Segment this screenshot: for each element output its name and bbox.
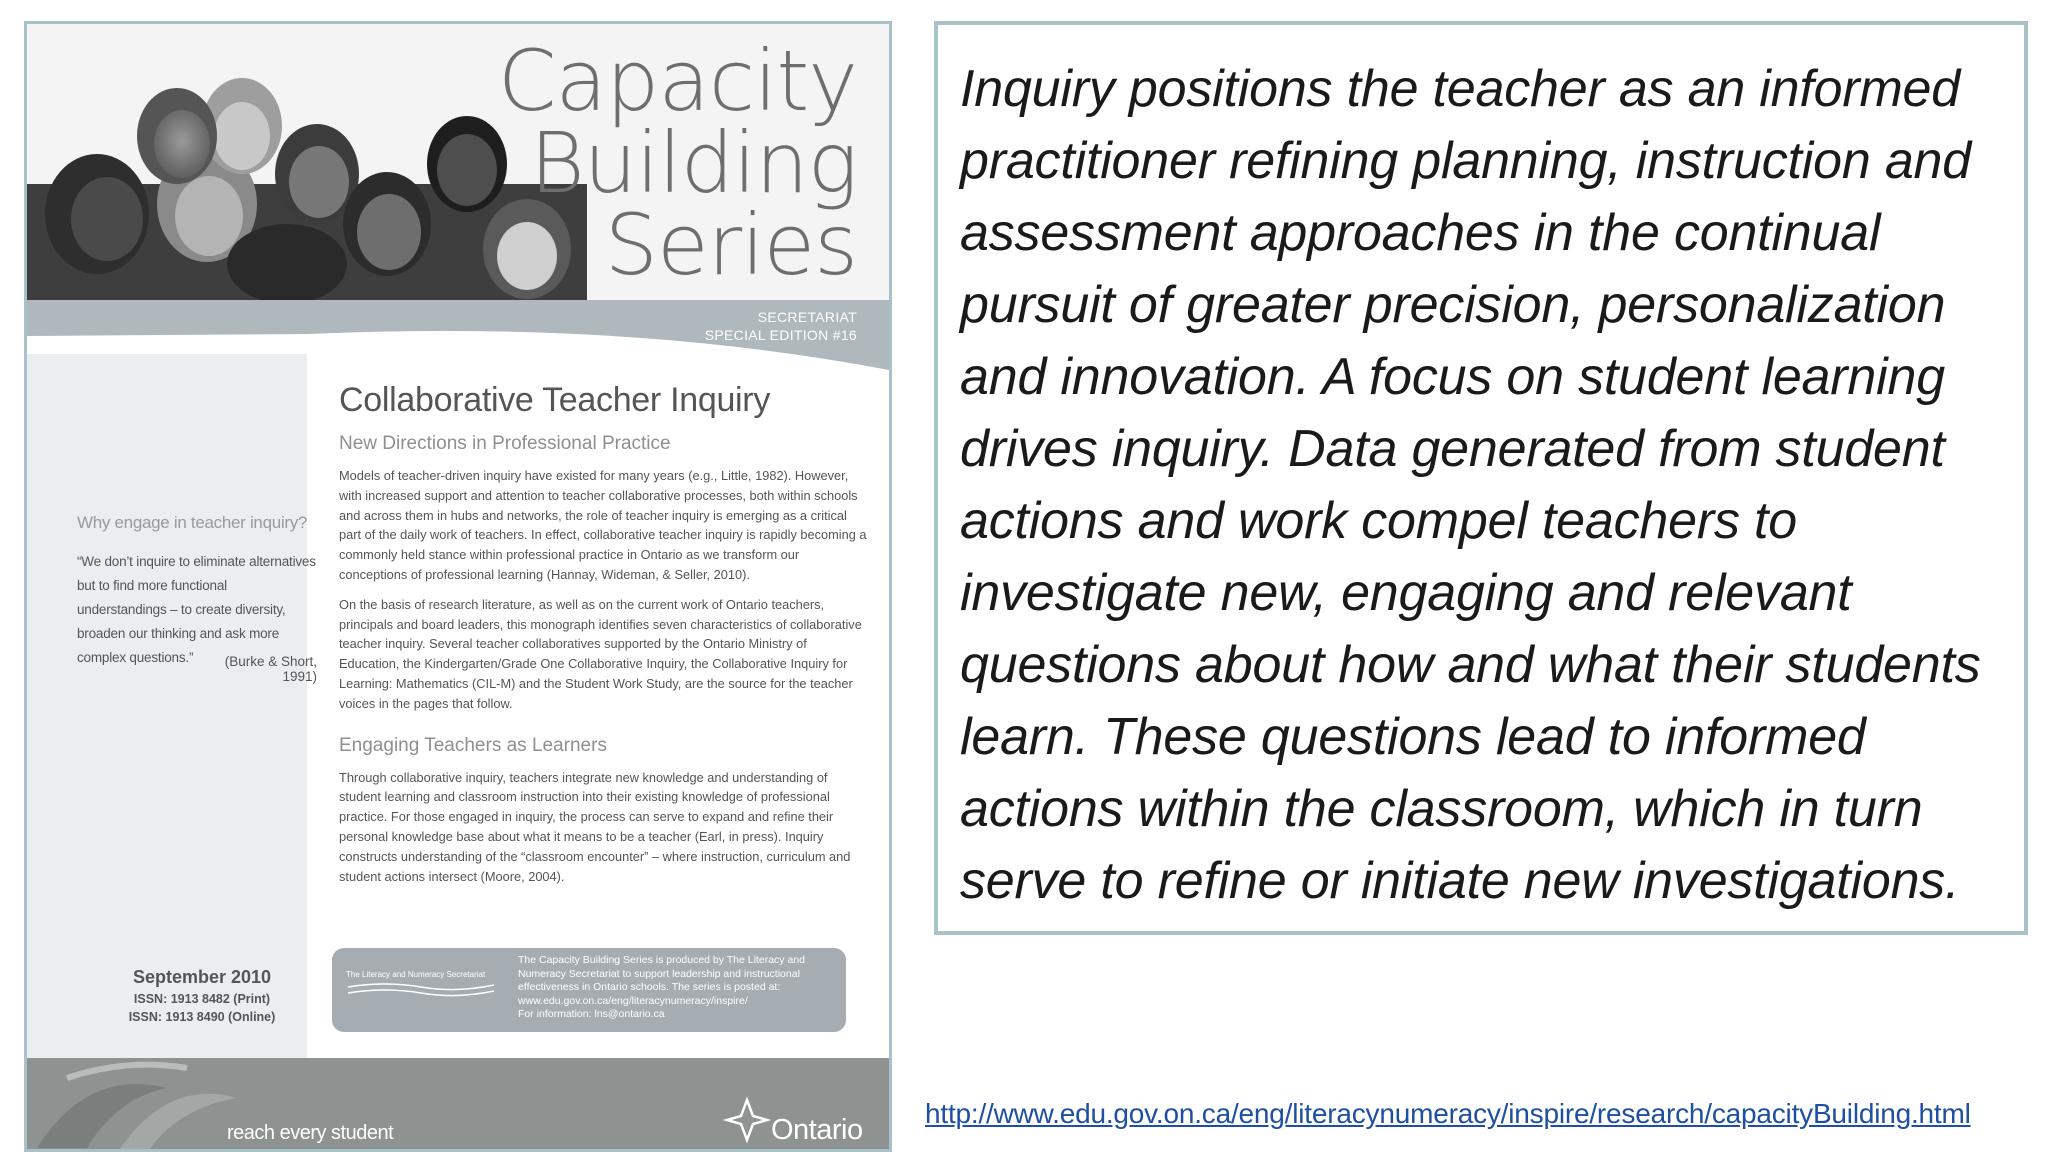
edition-line: SECRETARIAT xyxy=(757,309,857,325)
series-title-line: Series xyxy=(604,196,857,294)
info-line: The Capacity Building Series is produced by The Literacy and xyxy=(518,954,805,966)
wave-icon xyxy=(346,979,496,1001)
quote-text: Inquiry positions the teacher as an informed practitioner refining planning, instruction and assessment approaches in the continual pursuit of greater precision, personalization and innovation. A focus on student learning drives inquiry. Data generated from student actions and work compel teachers to investigate new, engaging and relevant questions about how and what their students learn. These questions lead to informed actions within the classroom, which in turn serve to refine or initiate new investigations. xyxy=(960,60,1981,910)
paragraph: Through collaborative inquiry, teachers integrate new knowledge and understanding of student learning and classroom instruction into their existing knowledge of professional practice. For those engaged in inquiry, the process can serve to expand and refine their personal knowledge base about what it means to be a teacher (Earl, in press). Inquiry constructs understanding of the “classroom encounter” – where instruction, curriculum and student actions intersect (Moore, 2004). xyxy=(339,769,851,884)
info-line: Numeracy Secretariat to support leadership and instructional xyxy=(518,967,800,980)
series-title-line: Building xyxy=(529,114,857,212)
secretariat-logo xyxy=(346,970,496,1006)
info-text xyxy=(518,954,838,1022)
edition-line: SPECIAL EDITION #16 xyxy=(704,327,857,343)
series-title-line: Capacity xyxy=(497,32,857,130)
publication-cover xyxy=(24,21,892,1152)
issn-online: ISSN: 1913 8490 (Online) xyxy=(128,1010,276,1024)
quote-panel xyxy=(934,21,2028,935)
sidebar-citation: (Burke & Short, 1991) xyxy=(224,654,317,684)
ontario-wordmark: Ontario xyxy=(771,1114,863,1146)
info-line: For information: lns@ontario.ca xyxy=(518,1008,665,1020)
edition-label xyxy=(705,308,857,344)
sidebar-heading: Why engage in teacher inquiry? xyxy=(77,513,308,532)
sidebar-quote: “We don’t inquire to eliminate alternatives but to find more functional understandings – to create diversity, broaden our thinking and ask more complex questions.” xyxy=(77,554,316,665)
info-line: effectiveness in Ontario schools. The series is posted at: xyxy=(518,981,781,993)
paragraph: On the basis of research literature, as well as on the current work of Ontario teachers, principals and board leaders, this monograph identifies seven characteristics of collaborative teacher inquiry. Several teacher collaboratives supported by the Ontario Ministry of Education, the Kindergarten/Grade One Collaborative Inquiry, the Collaborative Inquiry for Learning: Mathematics (CIL-M) and the Student Work Study, are the source for the teacher voices in the pages that follow. xyxy=(339,596,862,711)
series-title xyxy=(497,32,857,294)
cover-footer xyxy=(27,1058,889,1152)
trillium-icon xyxy=(723,1096,771,1144)
document-title: Collaborative Teacher Inquiry xyxy=(339,381,771,419)
source-link[interactable]: http://www.edu.gov.on.ca/eng/literacynumeracy/inspire/research/capacityBuilding.html xyxy=(925,1098,1971,1129)
info-box xyxy=(332,948,846,1032)
issn-print: ISSN: 1913 8482 (Print) xyxy=(133,992,271,1006)
subheading: Engaging Teachers as Learners xyxy=(339,734,607,756)
info-line: www.edu.gov.on.ca/eng/literacynumeracy/inspire/ xyxy=(518,994,748,1007)
article-column xyxy=(339,380,869,896)
footer-swirl-graphic xyxy=(27,1058,247,1152)
publication-date: September 2010 xyxy=(132,967,272,987)
secretariat-logo-text: The Literacy and Numeracy Secretariat xyxy=(346,970,486,979)
footer-slogan: reach every student xyxy=(227,1122,394,1144)
publication-info xyxy=(87,964,317,1026)
subheading: New Directions in Professional Practice xyxy=(339,433,671,454)
paragraph: Models of teacher-driven inquiry have existed for many years (e.g., Little, 1982). However, with increased support and attention to teacher collaborative processes, both within schools and across them in hubs and networks, the role of teacher inquiry is emerging as a critical part of the daily work of teachers. In effect, collaborative teacher inquiry is rapidly becoming a commonly held stance within professional practice in Ontario as we transform our conceptions of professional learning (Hannay, Wideman, & Seller, 2010). xyxy=(339,468,867,582)
